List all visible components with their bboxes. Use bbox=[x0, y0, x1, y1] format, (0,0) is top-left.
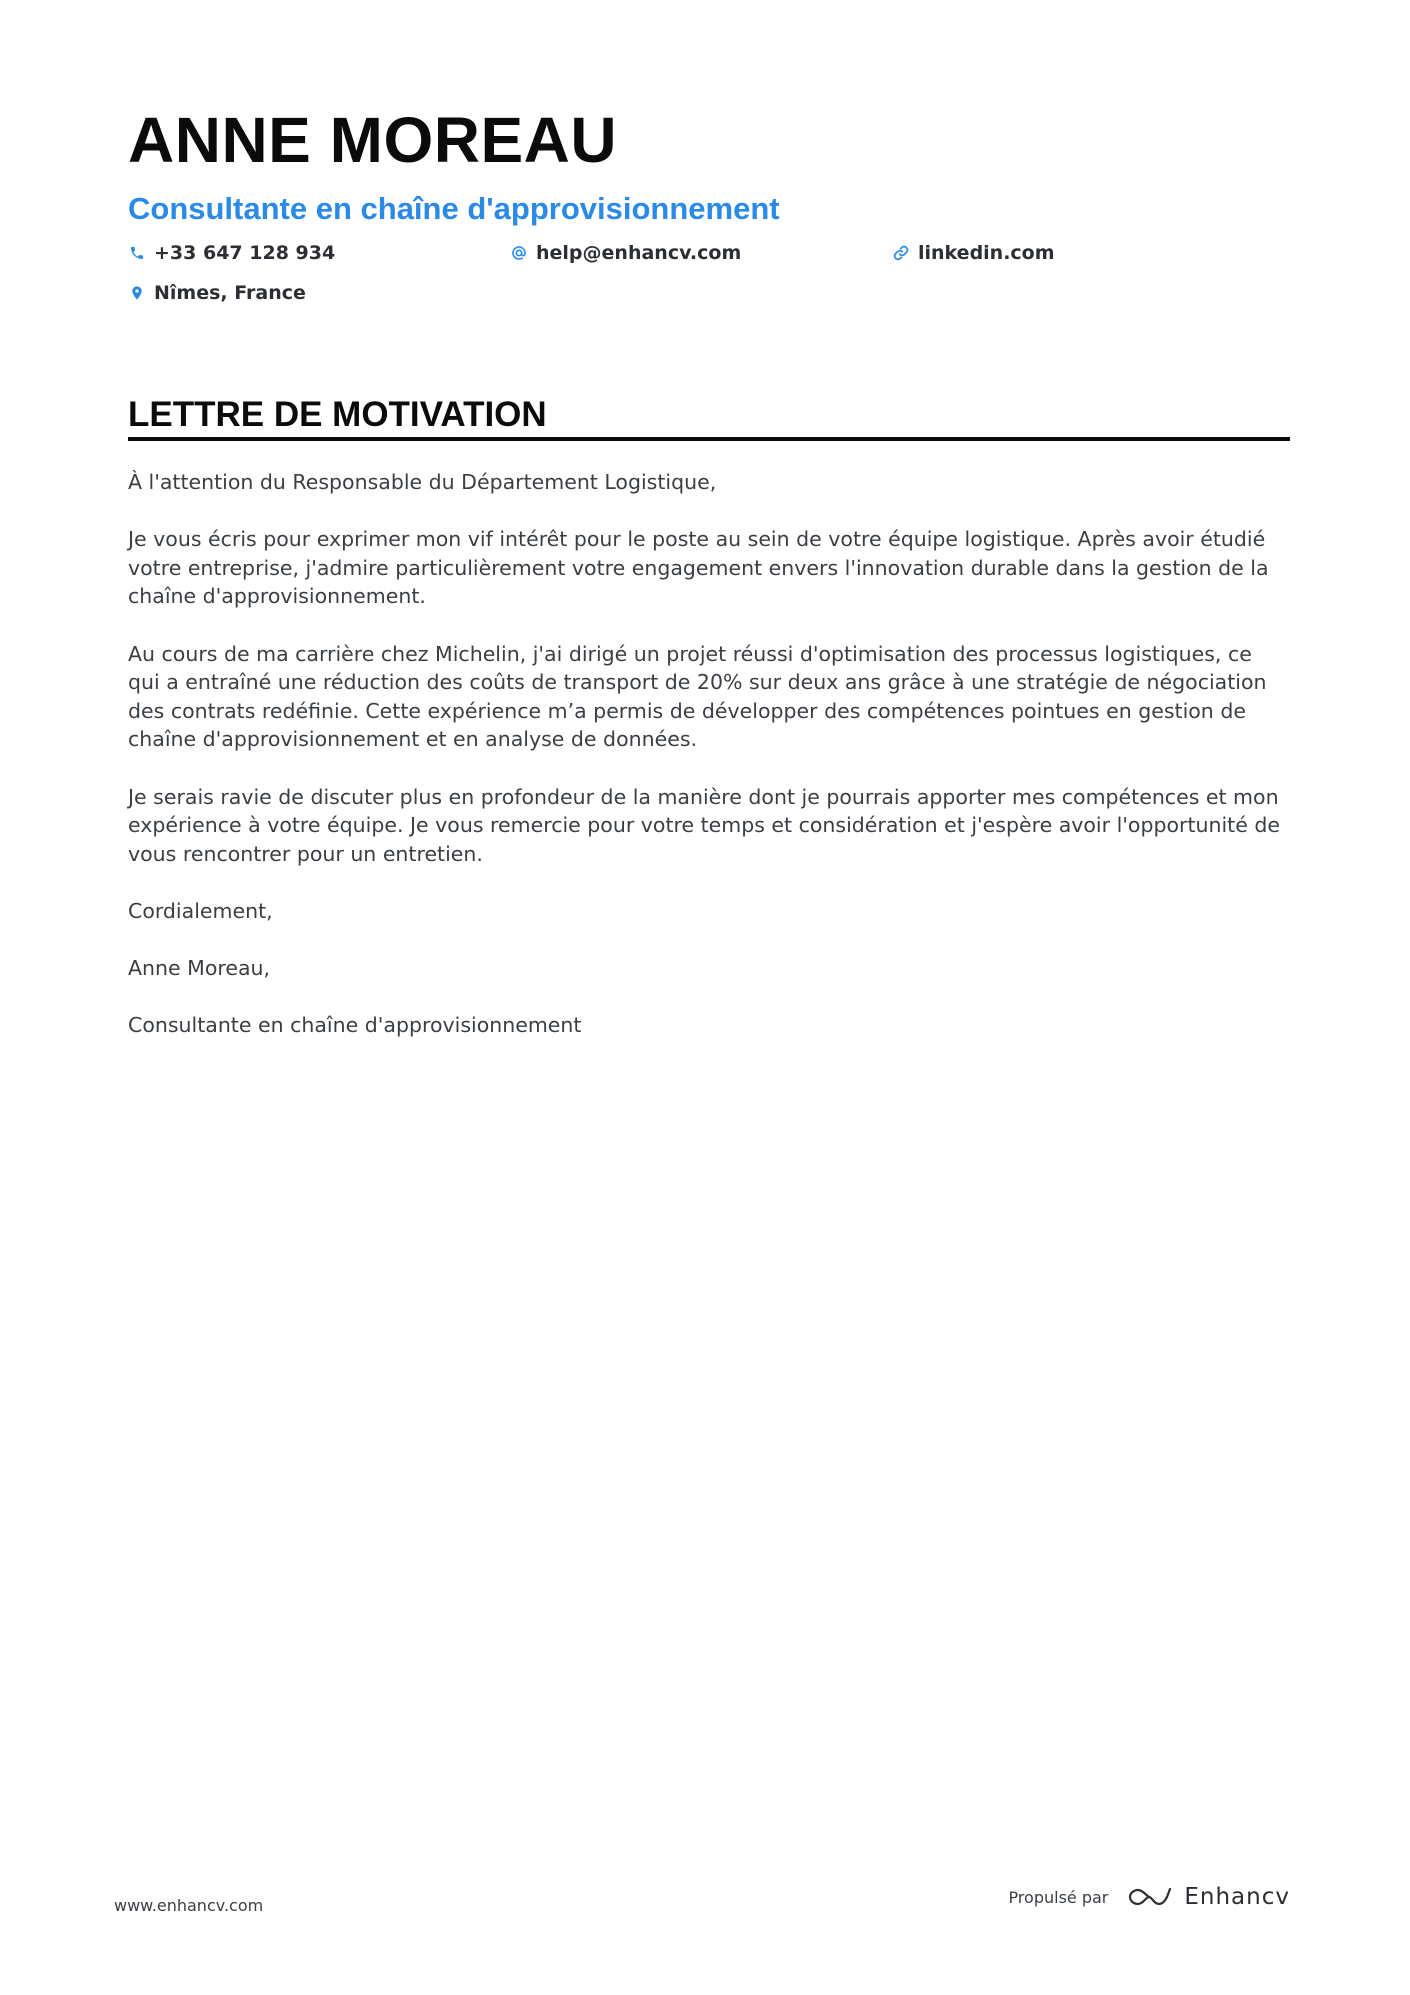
letter-paragraph: Je serais ravie de discuter plus en profondeur de la manière dont je pourrais apporter mes compétences et mon expérience à votre équipe. Je vous remercie pour votre temps et considération et j'espère avoir l'opportunité de vous rencontrer pour un entretien. bbox=[128, 784, 1280, 866]
letter-closing: Cordialement, bbox=[128, 898, 273, 923]
at-icon bbox=[510, 244, 528, 262]
footer-powered-by bbox=[1008, 1884, 1290, 1910]
powered-by-label: Propulsé par bbox=[1008, 1887, 1109, 1907]
section-title: LETTRE DE MOTIVATION bbox=[128, 395, 547, 434]
letter-body bbox=[128, 468, 1290, 1068]
letter-paragraph: Au cours de ma carrière chez Michelin, j'ai dirigé un projet réussi d'optimisation des processus logistiques, ce qui a entraîné une réduction des coûts de transport de 20% sur deux ans grâce à une stratégie de négociation des contrats redéfinie. Cette expérience m’a permis de développer des compétences pointues en gestion de chaîne d'approvisionnement et en analyse de données. bbox=[128, 641, 1267, 752]
enhancv-logo-icon bbox=[1126, 1884, 1172, 1910]
section-divider bbox=[128, 437, 1290, 441]
location-pin-icon bbox=[128, 284, 146, 302]
brand-name: Enhancv bbox=[1184, 1884, 1290, 1910]
contact-phone-text: +33 647 128 934 bbox=[154, 242, 336, 264]
applicant-role: Consultante en chaîne d'approvisionnement bbox=[128, 191, 780, 226]
contact-email[interactable] bbox=[510, 242, 741, 264]
contact-email-text[interactable]: help@enhancv.com bbox=[536, 242, 742, 264]
applicant-name: ANNE MOREAU bbox=[128, 104, 618, 176]
contact-location-text: Nîmes, France bbox=[154, 282, 306, 304]
contact-phone bbox=[128, 242, 335, 264]
contact-linkedin-text[interactable]: linkedin.com bbox=[918, 242, 1055, 264]
signature-name: Anne Moreau, bbox=[128, 956, 271, 981]
phone-icon bbox=[128, 244, 146, 262]
letter-paragraph: Je vous écris pour exprimer mon vif intérêt pour le poste au sein de votre équipe logistique. Après avoir étudié votre entreprise, j'admire particulièrement votre engagement envers l'innovation durable dans la gestion de la chaîne d'approvisionnement. bbox=[128, 527, 1269, 609]
footer-url[interactable]: www.enhancv.com bbox=[114, 1896, 264, 1915]
letter-greeting: À l'attention du Responsable du Département Logistique, bbox=[128, 470, 717, 494]
contact-linkedin[interactable] bbox=[892, 242, 1055, 264]
brand[interactable] bbox=[1126, 1884, 1290, 1910]
signature-role: Consultante en chaîne d'approvisionnement bbox=[128, 1013, 582, 1038]
contact-location bbox=[128, 282, 306, 304]
link-icon bbox=[892, 244, 910, 262]
